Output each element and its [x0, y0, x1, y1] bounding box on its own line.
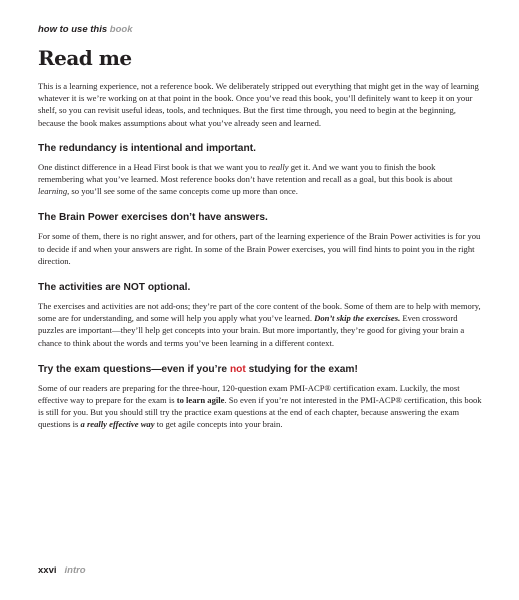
- page-footer: [38, 565, 86, 576]
- intro-paragraph-block: [38, 80, 482, 129]
- text-run: . So even if you’re not interested in the PMI-ACP® certification, this book is still for you. But you should still try the practice exam questions at the end of each chapter, because answering the exam questions is: [38, 395, 482, 430]
- section-brain-power: [38, 212, 482, 267]
- section-paragraph: [38, 382, 482, 431]
- running-head-prefix: how to use this: [38, 24, 108, 35]
- page-number: xxvi: [38, 565, 57, 576]
- section-heading: The activities are NOT optional.: [38, 282, 191, 294]
- intro-paragraph: This is a learning experience, not a reference book. We deliberately stripped out everything that might get in the way of learning whatever it is we’re working on at that point in the book. Once you’ve read this book, you’ll definitely want to keep it on your shelf, so you can revisit useful ideas, tools, and techniques. But the first time through, you need to begin at the beginning, because the book makes assumptions about what you’ve already seen and learned.: [38, 81, 479, 128]
- heading-run: Try the exam questions—even if you’re: [38, 363, 230, 375]
- text-run: Even crossword puzzles are important—they’ll help get concepts into your brain. But more importantly, they’re good for giving your brain a chance to think about the words and terms you’ve been learning in a different context.: [38, 313, 465, 348]
- text-run: get it. And we want you to finish the book remembering what you’ve learned. Most reference books don’t have retention and recall as a goal, but this book is about: [38, 161, 453, 185]
- text-run: Some of our readers are preparing for the three-hour, 120-question exam PMI-ACP® certification exam. Luckily, the most effective way to prepare for the exam is: [38, 382, 460, 406]
- text-run: For some of them, there is no right answer, and for others, part of the learning experience of the Brain Power activities is for you to decide if and when your answers are right. In some of the Brain Power exercises, you will find hints to point you in the right direction.: [38, 231, 481, 266]
- strong-emphasis-text: Don’t skip the exercises.: [314, 313, 401, 324]
- footer-label: intro: [64, 565, 86, 576]
- strong-text: to learn agile: [176, 395, 225, 406]
- section-activities: [38, 282, 482, 349]
- section-paragraph: [38, 161, 482, 198]
- section-heading: The redundancy is intentional and important.: [38, 142, 256, 154]
- section-paragraph: [38, 300, 482, 349]
- section-heading: The Brain Power exercises don’t have answers.: [38, 212, 268, 224]
- page-title: Read me: [38, 46, 132, 70]
- section-paragraph: [38, 230, 482, 267]
- text-run: The exercises and activities are not add-ons; they’re part of the core content of the book. Some of them are to help with memory, some are for understanding, and some will help you apply what you’ve learned.: [38, 301, 481, 324]
- strong-emphasis-text: a really effective way: [80, 419, 155, 430]
- emphasis-text: learning: [38, 186, 68, 197]
- text-run: One distinct difference in a Head First book is that we want you to: [38, 161, 269, 172]
- running-head-suffix: book: [109, 24, 133, 35]
- heading-highlight: not: [229, 363, 246, 375]
- section-redundancy: [38, 143, 482, 198]
- page-content: [38, 80, 482, 431]
- running-head: [38, 24, 132, 35]
- text-run: , so you’ll see some of the same concepts come up more than once.: [67, 186, 298, 197]
- emphasis-text: really: [268, 161, 289, 172]
- section-exam-questions: [38, 364, 482, 431]
- heading-run: studying for the exam!: [245, 363, 358, 375]
- text-run: to get agile concepts into your brain.: [154, 419, 283, 430]
- section-heading: [38, 364, 482, 375]
